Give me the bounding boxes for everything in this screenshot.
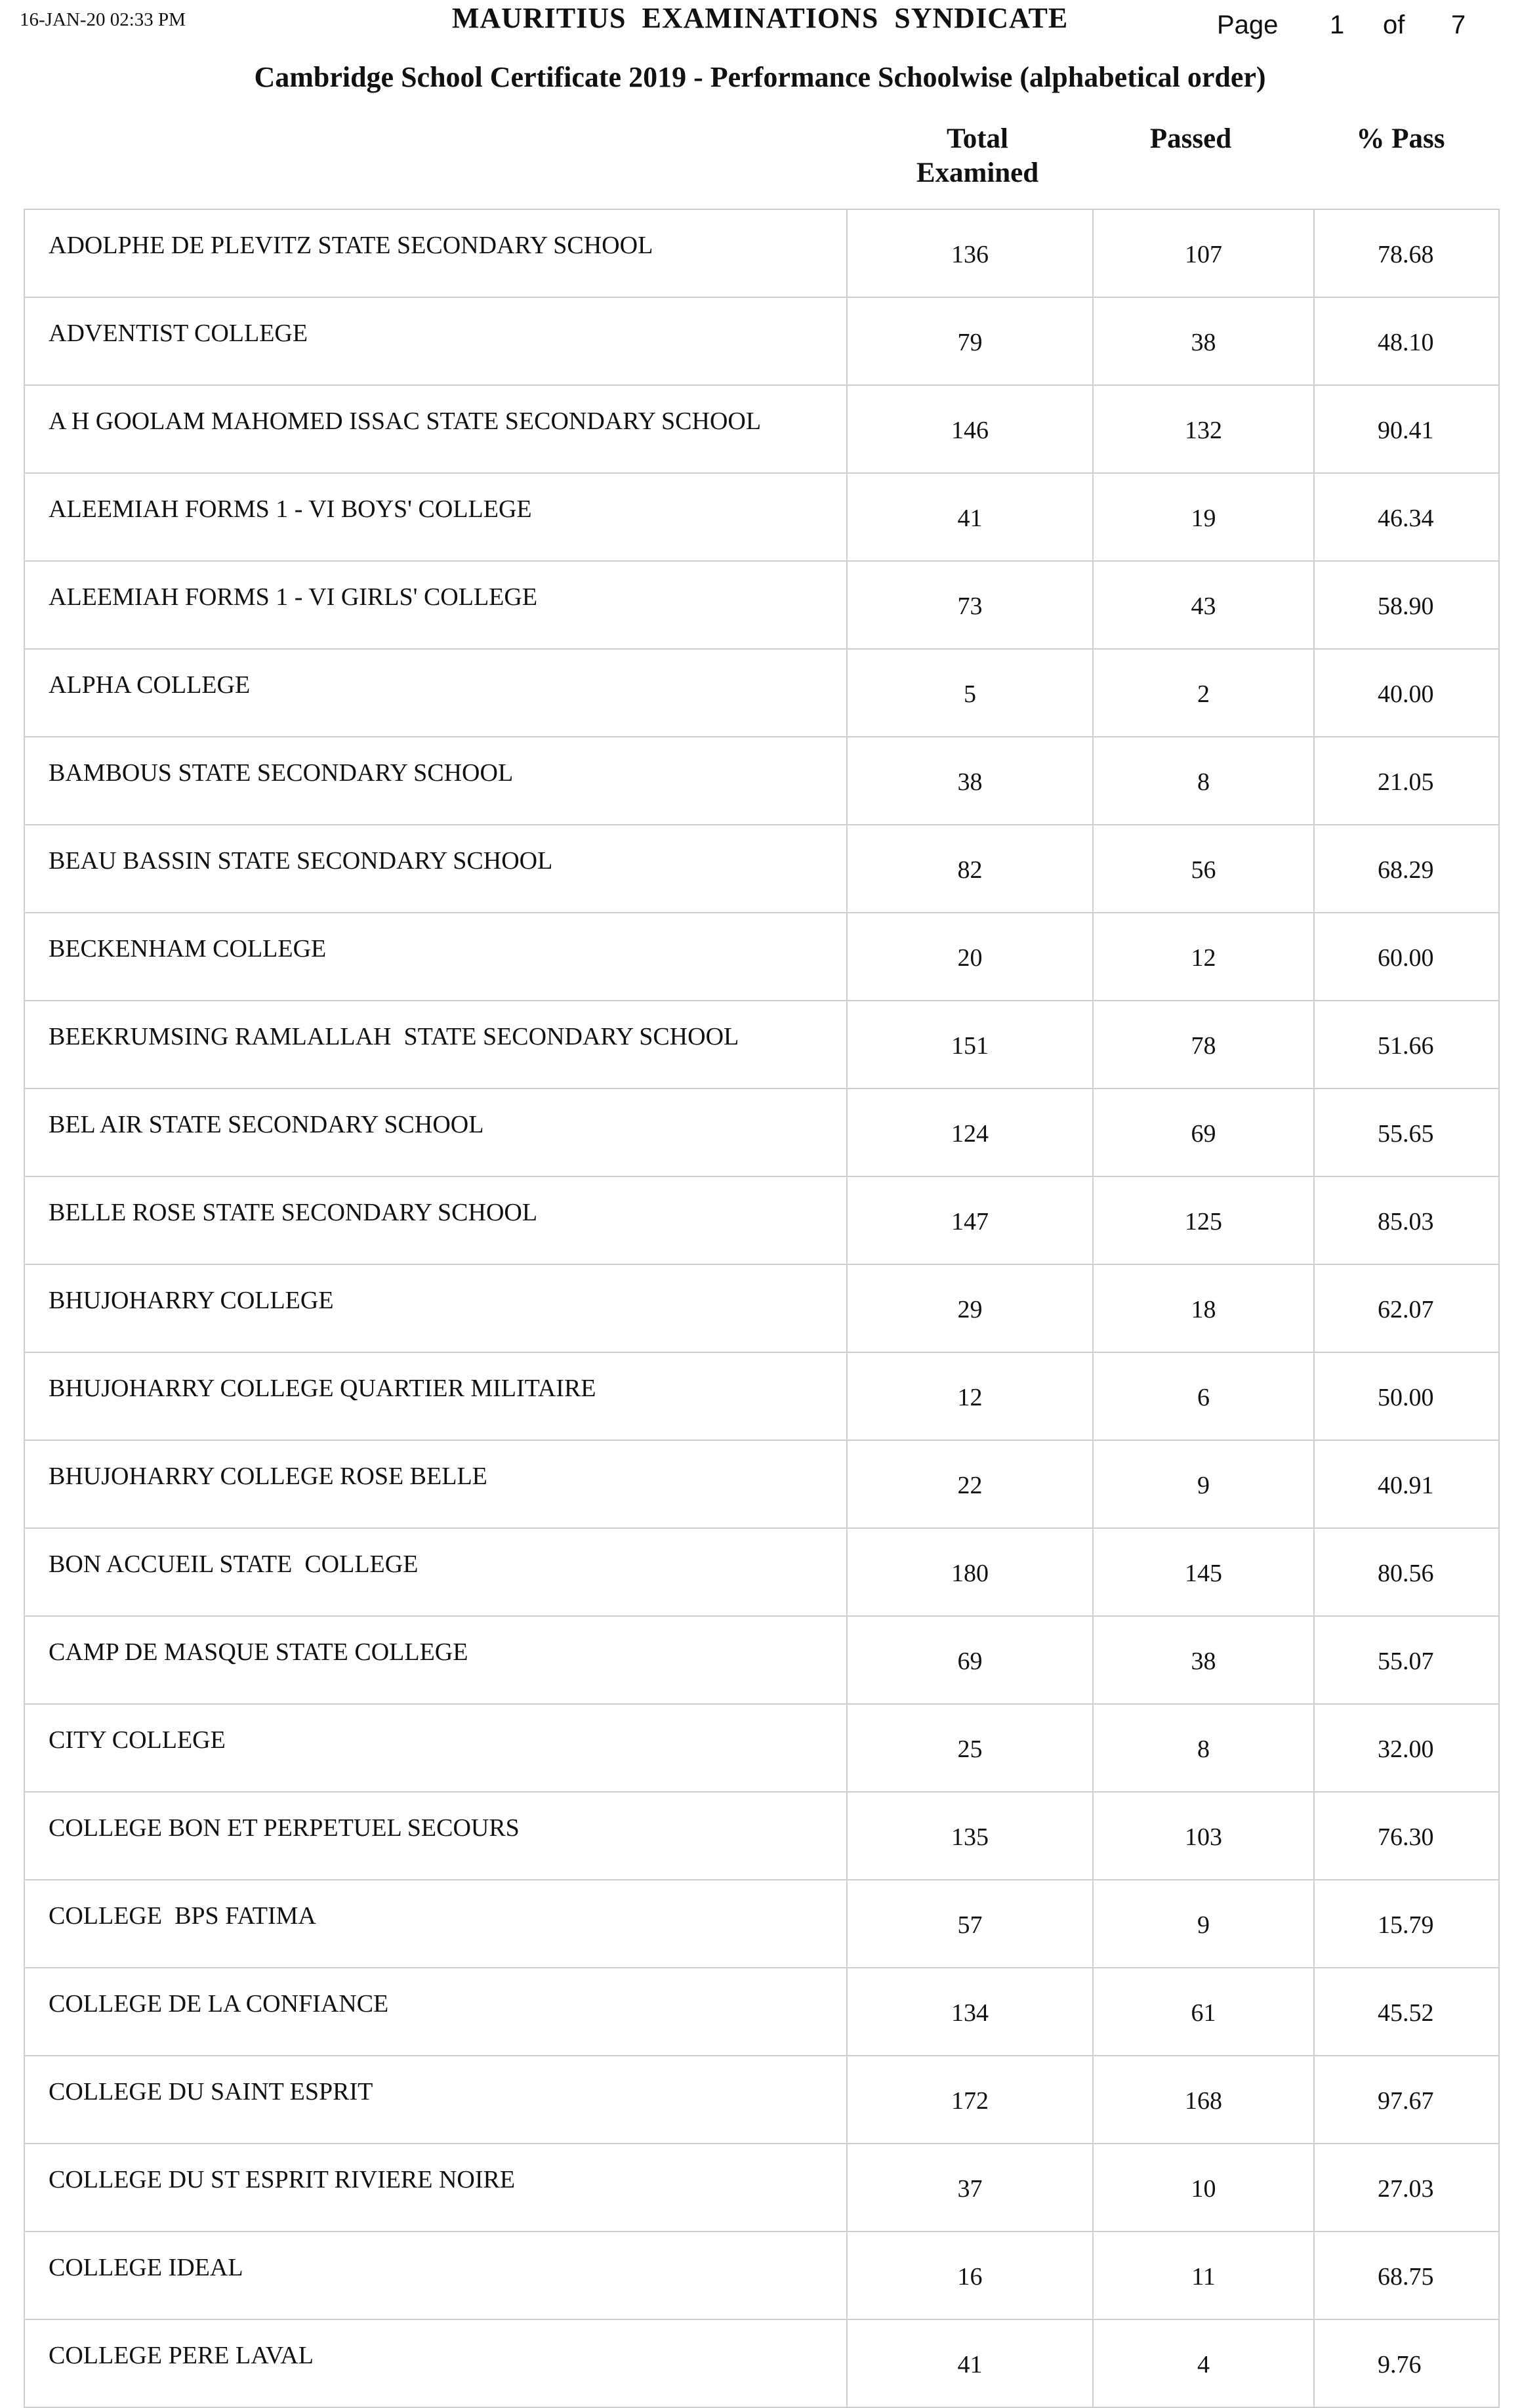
school-name-cell: COLLEGE DU SAINT ESPRIT xyxy=(24,2056,847,2144)
table-row xyxy=(24,649,1499,737)
school-name-cell: COLLEGE BPS FATIMA xyxy=(24,1880,847,1968)
pct-pass-cell: 55.07 xyxy=(1314,1616,1499,1704)
passed-cell: 2 xyxy=(1093,649,1314,737)
total-examined-cell: 29 xyxy=(847,1264,1093,1352)
pct-pass-cell: 15.79 xyxy=(1314,1880,1499,1968)
passed-cell: 145 xyxy=(1093,1528,1314,1616)
passed-cell: 78 xyxy=(1093,1001,1314,1089)
total-examined-cell: 136 xyxy=(847,209,1093,297)
school-name-cell: BHUJOHARRY COLLEGE ROSE BELLE xyxy=(24,1440,847,1528)
passed-cell: 11 xyxy=(1093,2232,1314,2319)
pct-pass-cell: 60.00 xyxy=(1314,913,1499,1001)
passed-cell: 9 xyxy=(1093,1440,1314,1528)
pct-pass-cell: 62.07 xyxy=(1314,1264,1499,1352)
passed-cell: 132 xyxy=(1093,385,1314,473)
pct-pass-cell: 40.00 xyxy=(1314,649,1499,737)
total-examined-cell: 22 xyxy=(847,1440,1093,1528)
pct-pass-cell: 97.67 xyxy=(1314,2056,1499,2144)
table-row xyxy=(24,825,1499,913)
passed-cell: 8 xyxy=(1093,737,1314,825)
organization-title: MAURITIUS EXAMINATIONS SYNDICATE xyxy=(451,2,1069,34)
passed-cell: 12 xyxy=(1093,913,1314,1001)
school-name-cell: BHUJOHARRY COLLEGE xyxy=(24,1264,847,1352)
total-examined-cell: 82 xyxy=(847,825,1093,913)
school-name-cell: BAMBOUS STATE SECONDARY SCHOOL xyxy=(24,737,847,825)
school-name-cell: CITY COLLEGE xyxy=(24,1704,847,1792)
total-examined-cell: 57 xyxy=(847,1880,1093,1968)
table-row xyxy=(24,1001,1499,1089)
passed-cell: 103 xyxy=(1093,1792,1314,1880)
passed-cell: 38 xyxy=(1093,297,1314,385)
total-examined-cell: 41 xyxy=(847,473,1093,561)
table-row xyxy=(24,2056,1499,2144)
pct-pass-cell: 78.68 xyxy=(1314,209,1499,297)
column-header-total-line2: Examined xyxy=(916,157,1039,188)
table-row xyxy=(24,473,1499,561)
school-name-cell: COLLEGE BON ET PERPETUEL SECOURS xyxy=(24,1792,847,1880)
total-examined-cell: 151 xyxy=(847,1001,1093,1089)
passed-cell: 18 xyxy=(1093,1264,1314,1352)
column-header-passed: Passed xyxy=(1149,123,1232,154)
school-name-cell: BEL AIR STATE SECONDARY SCHOOL xyxy=(24,1089,847,1176)
column-header-total-examined xyxy=(905,122,1050,190)
school-name-cell: BECKENHAM COLLEGE xyxy=(24,913,847,1001)
pct-pass-cell: 9.76 xyxy=(1314,2319,1499,2407)
school-name-cell: BELLE ROSE STATE SECONDARY SCHOOL xyxy=(24,1176,847,1264)
page-number: 1 xyxy=(1330,10,1345,39)
column-header-total-line1: Total xyxy=(947,123,1008,154)
total-examined-cell: 73 xyxy=(847,561,1093,649)
total-examined-cell: 79 xyxy=(847,297,1093,385)
school-name-cell: CAMP DE MASQUE STATE COLLEGE xyxy=(24,1616,847,1704)
pct-pass-cell: 46.34 xyxy=(1314,473,1499,561)
total-examined-cell: 38 xyxy=(847,737,1093,825)
pct-pass-cell: 27.03 xyxy=(1314,2144,1499,2232)
pct-pass-cell: 76.30 xyxy=(1314,1792,1499,1880)
passed-cell: 56 xyxy=(1093,825,1314,913)
pct-pass-cell: 55.65 xyxy=(1314,1089,1499,1176)
table-row xyxy=(24,737,1499,825)
passed-cell: 69 xyxy=(1093,1089,1314,1176)
table-row xyxy=(24,561,1499,649)
table-row xyxy=(24,297,1499,385)
table-row xyxy=(24,1352,1499,1440)
school-name-cell: ADOLPHE DE PLEVITZ STATE SECONDARY SCHOOL xyxy=(24,209,847,297)
pct-pass-cell: 45.52 xyxy=(1314,1968,1499,2056)
passed-cell: 61 xyxy=(1093,1968,1314,2056)
passed-cell: 43 xyxy=(1093,561,1314,649)
school-name-cell: ADVENTIST COLLEGE xyxy=(24,297,847,385)
school-name-cell: COLLEGE IDEAL xyxy=(24,2232,847,2319)
table-row xyxy=(24,2319,1499,2407)
school-name-cell: COLLEGE DE LA CONFIANCE xyxy=(24,1968,847,2056)
page-of-label: of xyxy=(1383,10,1405,39)
passed-cell: 19 xyxy=(1093,473,1314,561)
total-examined-cell: 147 xyxy=(847,1176,1093,1264)
table-row xyxy=(24,2144,1499,2232)
page-total: 7 xyxy=(1451,10,1466,39)
table-row xyxy=(24,1792,1499,1880)
passed-cell: 125 xyxy=(1093,1176,1314,1264)
pct-pass-cell: 90.41 xyxy=(1314,385,1499,473)
passed-cell: 107 xyxy=(1093,209,1314,297)
total-examined-cell: 16 xyxy=(847,2232,1093,2319)
school-name-cell: ALEEMIAH FORMS 1 - VI GIRLS' COLLEGE xyxy=(24,561,847,649)
pct-pass-cell: 85.03 xyxy=(1314,1176,1499,1264)
pct-pass-cell: 50.00 xyxy=(1314,1352,1499,1440)
total-examined-cell: 180 xyxy=(847,1528,1093,1616)
pct-pass-cell: 68.75 xyxy=(1314,2232,1499,2319)
results-table xyxy=(24,209,1500,2408)
school-name-cell: A H GOOLAM MAHOMED ISSAC STATE SECONDARY SCHOOL xyxy=(24,385,847,473)
table-row xyxy=(24,913,1499,1001)
total-examined-cell: 134 xyxy=(847,1968,1093,2056)
school-name-cell: BEEKRUMSING RAMLALLAH STATE SECONDARY SCHOOL xyxy=(24,1001,847,1089)
school-name-cell: BON ACCUEIL STATE COLLEGE xyxy=(24,1528,847,1616)
pct-pass-cell: 48.10 xyxy=(1314,297,1499,385)
table-row xyxy=(24,1616,1499,1704)
school-name-cell: COLLEGE DU ST ESPRIT RIVIERE NOIRE xyxy=(24,2144,847,2232)
total-examined-cell: 20 xyxy=(847,913,1093,1001)
total-examined-cell: 69 xyxy=(847,1616,1093,1704)
total-examined-cell: 172 xyxy=(847,2056,1093,2144)
total-examined-cell: 5 xyxy=(847,649,1093,737)
passed-cell: 38 xyxy=(1093,1616,1314,1704)
school-name-cell: COLLEGE PERE LAVAL xyxy=(24,2319,847,2407)
total-examined-cell: 146 xyxy=(847,385,1093,473)
table-row xyxy=(24,385,1499,473)
pct-pass-cell: 68.29 xyxy=(1314,825,1499,913)
table-row xyxy=(24,1176,1499,1264)
table-row xyxy=(24,1440,1499,1528)
total-examined-cell: 135 xyxy=(847,1792,1093,1880)
table-row xyxy=(24,209,1499,297)
pct-pass-cell: 32.00 xyxy=(1314,1704,1499,1792)
column-header-pct-pass: % Pass xyxy=(1356,123,1445,154)
school-name-cell: ALEEMIAH FORMS 1 - VI BOYS' COLLEGE xyxy=(24,473,847,561)
report-title: Cambridge School Certificate 2019 - Performance Schoolwise (alphabetical order) xyxy=(254,61,1266,93)
total-examined-cell: 25 xyxy=(847,1704,1093,1792)
report-timestamp: 16-JAN-20 02:33 PM xyxy=(20,9,186,30)
passed-cell: 4 xyxy=(1093,2319,1314,2407)
pct-pass-cell: 40.91 xyxy=(1314,1440,1499,1528)
table-row xyxy=(24,1880,1499,1968)
passed-cell: 6 xyxy=(1093,1352,1314,1440)
table-row xyxy=(24,1968,1499,2056)
total-examined-cell: 37 xyxy=(847,2144,1093,2232)
table-row xyxy=(24,1264,1499,1352)
table-row xyxy=(24,1704,1499,1792)
table-row xyxy=(24,1528,1499,1616)
passed-cell: 10 xyxy=(1093,2144,1314,2232)
total-examined-cell: 12 xyxy=(847,1352,1093,1440)
pct-pass-cell: 51.66 xyxy=(1314,1001,1499,1089)
total-examined-cell: 124 xyxy=(847,1089,1093,1176)
total-examined-cell: 41 xyxy=(847,2319,1093,2407)
school-name-cell: BHUJOHARRY COLLEGE QUARTIER MILITAIRE xyxy=(24,1352,847,1440)
page-label: Page xyxy=(1217,10,1279,39)
pct-pass-cell: 80.56 xyxy=(1314,1528,1499,1616)
school-name-cell: BEAU BASSIN STATE SECONDARY SCHOOL xyxy=(24,825,847,913)
pct-pass-cell: 21.05 xyxy=(1314,737,1499,825)
passed-cell: 8 xyxy=(1093,1704,1314,1792)
school-name-cell: ALPHA COLLEGE xyxy=(24,649,847,737)
passed-cell: 168 xyxy=(1093,2056,1314,2144)
results-table-body xyxy=(24,209,1499,2407)
passed-cell: 9 xyxy=(1093,1880,1314,1968)
table-row xyxy=(24,1089,1499,1176)
pct-pass-cell: 58.90 xyxy=(1314,561,1499,649)
table-row xyxy=(24,2232,1499,2319)
